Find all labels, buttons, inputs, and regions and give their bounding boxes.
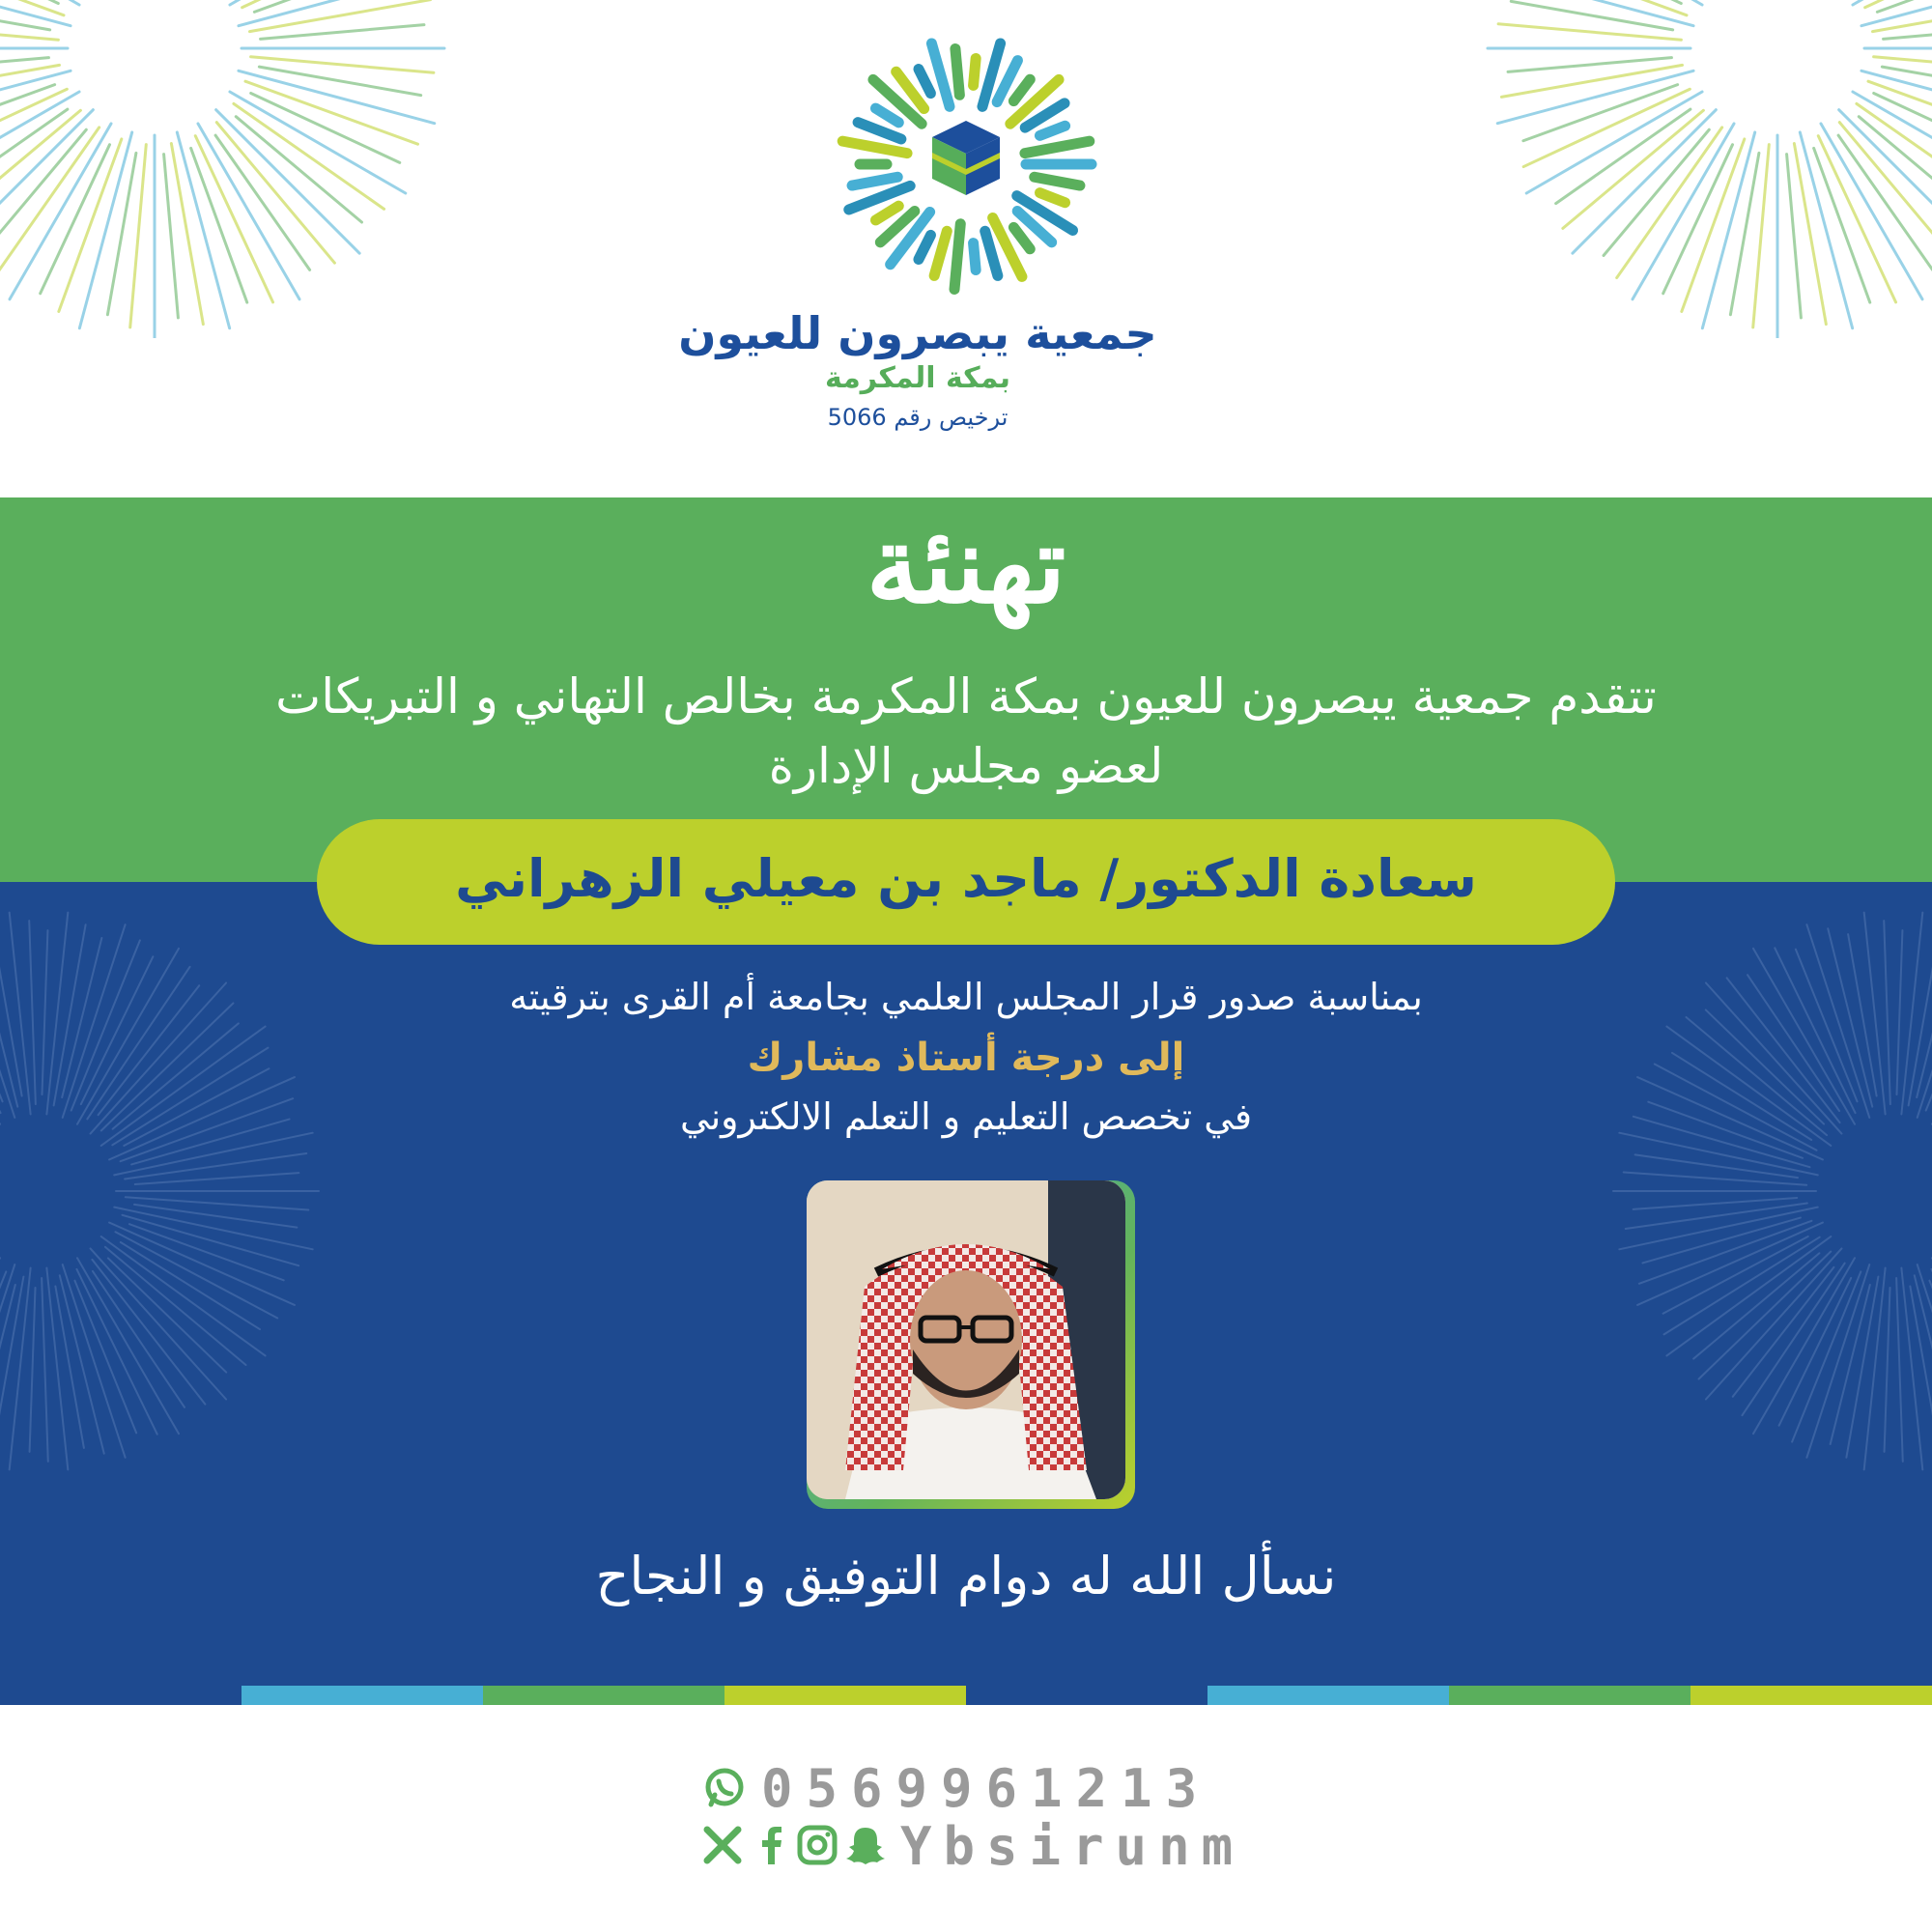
decorative-ray bbox=[1639, 1221, 1812, 1284]
decorative-ray bbox=[852, 177, 897, 185]
decorative-burst-top-left bbox=[0, 0, 502, 338]
occasion-line-2: إلى درجة أستاذ مشارك bbox=[747, 1036, 1185, 1080]
color-strip bbox=[242, 1686, 483, 1705]
decorative-ray bbox=[1511, 1, 1672, 30]
intro-line-1: تتقدم جمعية يبصرون للعيون بمكة المكرمة بخالص التهاني و التبريكات bbox=[275, 668, 1657, 724]
decorative-ray bbox=[1508, 58, 1671, 72]
decorative-ray bbox=[1013, 79, 1030, 100]
decorative-ray bbox=[1839, 123, 1932, 264]
decorative-ray bbox=[1742, 1264, 1844, 1416]
whatsapp-icon[interactable] bbox=[703, 1766, 746, 1808]
decorative-ray bbox=[164, 155, 179, 318]
decorative-ray bbox=[101, 1236, 266, 1355]
greeting-title: تهنئة bbox=[866, 502, 1066, 627]
decorative-ray bbox=[121, 1242, 260, 1329]
closing-message: نسأل الله له دوام التوفيق و النجاح bbox=[595, 1546, 1337, 1606]
decorative-ray bbox=[1706, 1248, 1842, 1399]
decorative-ray bbox=[919, 235, 930, 259]
decorative-ray bbox=[60, 1275, 104, 1453]
decorative-ray bbox=[1882, 67, 1932, 96]
decorative-ray bbox=[87, 967, 189, 1120]
decorative-ray bbox=[259, 67, 420, 96]
decorative-ray bbox=[985, 231, 998, 275]
decorative-ray bbox=[0, 934, 22, 1095]
decorative-ray bbox=[1792, 1271, 1861, 1441]
decorative-ray bbox=[29, 921, 36, 1104]
decorative-ray bbox=[1730, 153, 1759, 314]
decorative-ray bbox=[1910, 1286, 1932, 1447]
decorative-ray bbox=[54, 924, 86, 1105]
social-row bbox=[696, 1816, 1275, 1884]
decorative-ray bbox=[1039, 193, 1065, 203]
decorative-ray bbox=[1039, 126, 1065, 135]
decorative-ray bbox=[1573, 110, 1716, 253]
color-strip bbox=[1208, 1686, 1449, 1705]
decorative-ray bbox=[1853, 92, 1932, 193]
decorative-ray bbox=[1884, 25, 1932, 40]
decorative-ray bbox=[0, 128, 99, 278]
honoree-name: سعادة الدكتور/ ماجد بن معيلي الزهراني bbox=[455, 848, 1477, 909]
decorative-ray bbox=[91, 1248, 227, 1399]
snapchat-icon[interactable] bbox=[844, 1824, 887, 1866]
decorative-ray bbox=[0, 58, 48, 72]
phone-number[interactable]: 0569961213 bbox=[761, 1758, 1211, 1819]
decorative-ray bbox=[1013, 227, 1030, 248]
decorative-ray bbox=[1884, 921, 1890, 1104]
decorative-ray bbox=[0, 0, 79, 5]
decorative-ray bbox=[934, 231, 947, 275]
social-handle[interactable]: Ybsirunm bbox=[900, 1816, 1245, 1877]
decorative-ray bbox=[0, 92, 79, 193]
decorative-ray bbox=[1619, 1133, 1817, 1176]
decorative-ray bbox=[216, 110, 359, 253]
decorative-ray bbox=[1846, 1277, 1878, 1458]
decorative-ray bbox=[0, 1, 50, 30]
decorative-ray bbox=[1896, 1278, 1903, 1462]
intro-line-2: لعضو مجلس الإدارة bbox=[768, 738, 1164, 794]
decorative-ray bbox=[1806, 1264, 1869, 1458]
decorative-ray bbox=[63, 1264, 126, 1458]
decorative-ray bbox=[1853, 0, 1932, 5]
x-icon[interactable] bbox=[701, 1824, 744, 1866]
logo-icon bbox=[831, 29, 1101, 299]
decorative-ray bbox=[1619, 1208, 1817, 1250]
decorative-ray bbox=[1896, 930, 1902, 1094]
decorative-ray bbox=[71, 940, 140, 1110]
decorative-ray bbox=[261, 25, 424, 40]
decorative-ray bbox=[1885, 1288, 1890, 1452]
color-strip bbox=[483, 1686, 724, 1705]
decorative-ray bbox=[974, 58, 977, 85]
color-strip bbox=[1690, 1686, 1932, 1705]
decorative-ray bbox=[1666, 1236, 1831, 1355]
decorative-ray bbox=[1035, 177, 1080, 185]
decorative-ray bbox=[1747, 975, 1839, 1111]
decorative-ray bbox=[42, 1278, 48, 1462]
decorative-ray bbox=[1828, 928, 1872, 1106]
decorative-ray bbox=[114, 1133, 312, 1176]
decorative-ray bbox=[107, 153, 136, 314]
occasion-line-1: بمناسبة صدور قرار المجلس العلمي بجامعة أم القرى بترقيته bbox=[509, 976, 1423, 1018]
decorative-ray bbox=[875, 206, 898, 220]
decorative-ray bbox=[93, 1271, 185, 1407]
decorative-ray bbox=[1025, 141, 1090, 153]
decorative-ray bbox=[974, 243, 977, 270]
decorative-ray bbox=[1806, 924, 1869, 1118]
decorative-ray bbox=[63, 924, 126, 1118]
decorative-ray bbox=[30, 1288, 36, 1452]
decorative-ray bbox=[955, 49, 959, 96]
decorative-ray bbox=[1642, 1218, 1800, 1264]
decorative-ray bbox=[1787, 155, 1802, 318]
occasion-line-3: في تخصص التعليم و التعلم الالكتروني bbox=[679, 1095, 1253, 1138]
decorative-ray bbox=[42, 930, 47, 1094]
decorative-ray bbox=[875, 108, 898, 123]
color-strip bbox=[724, 1686, 966, 1705]
decorative-burst-top-right bbox=[1430, 0, 1932, 338]
license-number: ترخيص رقم 5066 bbox=[827, 404, 1009, 431]
organization-name: جمعية يبصرون للعيون bbox=[678, 307, 1157, 359]
decorative-ray bbox=[114, 1208, 312, 1250]
decorative-ray bbox=[1848, 934, 1877, 1095]
decorative-ray bbox=[954, 224, 960, 290]
decorative-ray bbox=[919, 70, 930, 94]
honoree-photo bbox=[807, 1180, 1125, 1499]
color-strip bbox=[1449, 1686, 1690, 1705]
organization-city: بمكة المكرمة bbox=[825, 361, 1010, 395]
instagram-icon[interactable] bbox=[796, 1824, 838, 1866]
decorative-ray bbox=[55, 1286, 84, 1447]
facebook-icon[interactable] bbox=[750, 1824, 792, 1866]
